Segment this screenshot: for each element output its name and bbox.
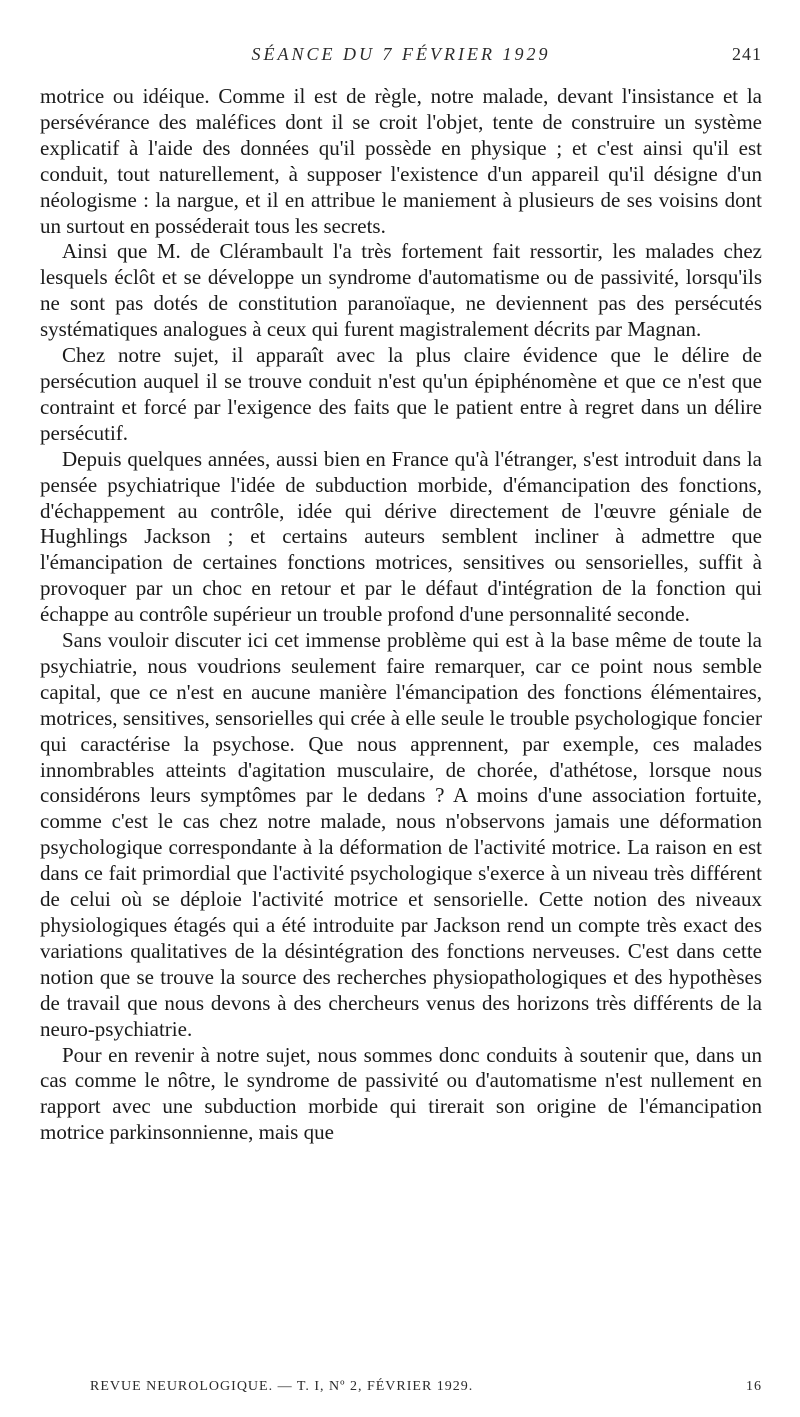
printer-signature: 16 <box>746 1379 762 1394</box>
paragraph: Pour en revenir à notre sujet, nous sommes donc conduits à soutenir que, dans un cas comme le nôtre, le syndrome de passivité ou d'automatisme n'est nullement en rapport avec une subduction morbide qui tirerait son origine de l'émancipation motrice parkinsonnienne, mais que <box>40 1042 762 1145</box>
paragraph: Ainsi que M. de Clérambault l'a très fortement fait ressortir, les malades chez lesquels éclôt et se développe un syndrome d'automatisme ou de passivité, lorsqu'ils ne sont pas dotés de constitution paranoïaque, ne deviennent pas des persécutés systématiques analogues à ceux qui furent magistralement décrits par Magnan. <box>40 239 762 342</box>
page-footer <box>90 1379 762 1395</box>
paragraph: Chez notre sujet, il apparaît avec la plus claire évidence que le délire de persécution auquel il se trouve conduit n'est qu'un épiphénomène et que ce n'est que contraint et forcé par l'exigence des faits que le patient entre à regret dans un délire persécutif. <box>40 343 762 445</box>
body-text <box>40 84 762 1146</box>
paragraph: Sans vouloir discuter ici cet immense problème qui est à la base même de toute la psychiatrie, nous voudrions seulement faire remarquer, car ce point nous semble capital, que ce n'est en aucune manière l'émancipation des fonctions élémentaires, motrices, sensitives, sensorielles qui crée à elle seule le trouble psychologique foncier qui caractérise la psychose. Que nous apprennent, par exemple, ces malades innombrables atteints d'agitation musculaire, de chorée, d'athétose, lorsque nous considérons leurs symptômes par le dedans ? A moins d'une association fortuite, comme c'est le cas chez notre malade, nous n'observons jamais une déformation psychologique correspondante à la déformation de l'activité motrice. La raison en est dans ce fait primordial que l'activité psychologique s'exerce à un niveau très différent de celui où se déploie l'activité motrice et sensorielle. Cette notion des niveaux physiologiques étagés qui a été introduite par Jackson rend un compte très exact des variations qualitatives de la désintégration des fonctions nerveuses. C'est dans cette notion que se trouve la source des recherches physiopathologiques et des hypothèses de travail que nous devons à des chercheurs venus des horizons très différents de la neuro-psychiatrie. <box>40 628 762 1041</box>
running-header <box>40 44 762 74</box>
paragraph: motrice ou idéique. Comme il est de règle, notre malade, devant l'insistance et la persévérance des maléfices dont il se croit l'objet, tente de construire un système explicatif à l'aide des données qu'il possède en physique ; et c'est ainsi qu'il est conduit, tout naturellement, à supposer l'existence d'un appareil qu'il désigne d'un néologisme : la nargue, et il en attribue le maniement à plusieurs de ses voisins dont un surtout en posséderait tous les secrets. <box>40 84 762 238</box>
paragraph: Depuis quelques années, aussi bien en France qu'à l'étranger, s'est introduit dans la pensée psychiatrique l'idée de subduction morbide, d'émancipation des fonctions, d'échappement au contrôle, idée qui dérive directement de l'œuvre géniale de Hughlings Jackson ; et certains auteurs semblent incliner à admettre que l'émancipation de certaines fonctions motrices, sensitives ou sensorielles, suffit à provoquer par un choc en retour et par le défaut d'intégration de la fonction qui échappe au contrôle supérieur un trouble profond d'une personnalité seconde. <box>40 446 762 627</box>
page-number: 241 <box>732 44 762 64</box>
journal-reference: REVUE NEUROLOGIQUE. — T. I, Nº 2, FÉVRIER 1929. <box>90 1379 474 1394</box>
running-title: SÉANCE DU 7 FÉVRIER 1929 <box>251 44 551 64</box>
